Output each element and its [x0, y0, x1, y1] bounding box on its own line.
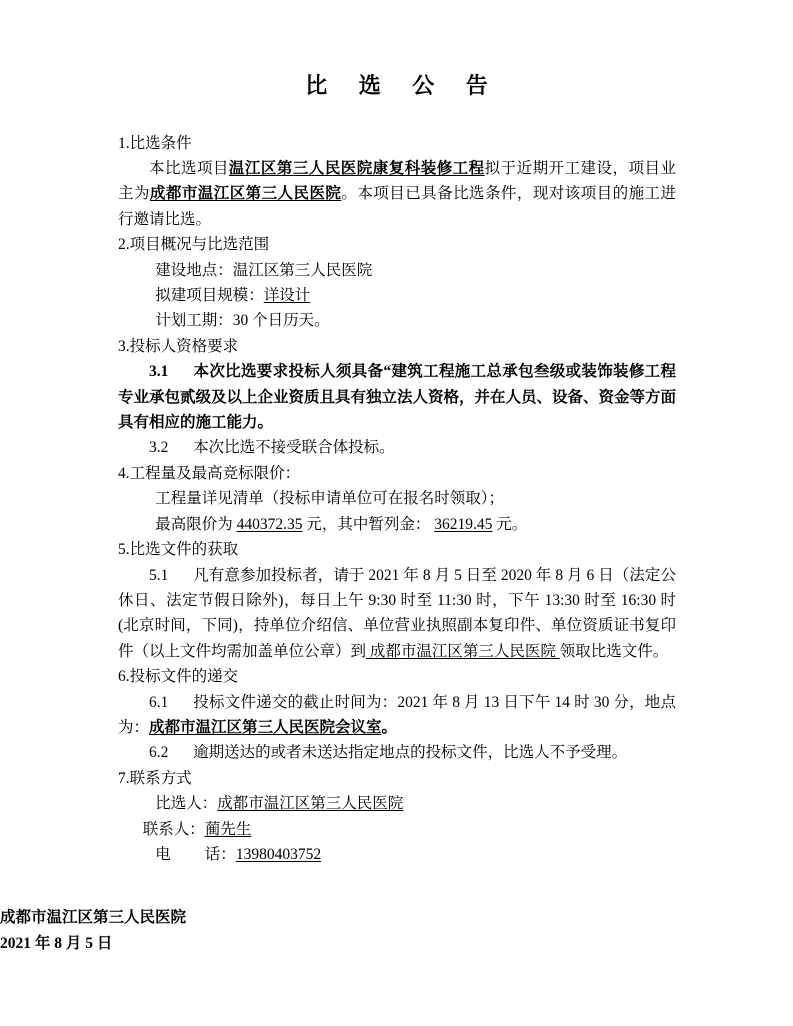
max-price-value: 440372.35 [236, 515, 303, 533]
s1-project-name: 温江区第三人民医院康复科装修工程 [228, 160, 485, 177]
s1-text-b: 拟于近期开工建设，项目业主为 [118, 160, 676, 203]
clause-6-1-text-a: 投标文件递交的截止时间为：2021 年 8 月 13 日下午 14 时 30 分，地点为： [118, 693, 676, 736]
clause-6-1-number: 6.1 [149, 693, 169, 711]
s1-owner-name: 成都市温江区第三人民医院 [149, 185, 342, 203]
s1-text-c: 。本项目已具备比选条件，现对该项目的施工进行邀请比选。 [118, 185, 676, 228]
project-duration-line [118, 308, 676, 333]
s1-text-a: 本比选项目 [149, 160, 229, 177]
contact-person-label: 联系人： [142, 820, 205, 838]
section-heading-4: 4.工程量及最高竞标限价： [118, 464, 301, 482]
phone-number-value: 13980403752 [235, 845, 322, 863]
section-heading-5: 5.比选文件的获取 [118, 541, 239, 559]
signature-organization: 成都市温江区第三人民医院 [0, 909, 187, 927]
signature-date: 2021 年 8 月 5 日 [0, 934, 113, 952]
clause-3-2 [118, 435, 676, 460]
project-duration-value: 30 个日历天。 [232, 312, 330, 330]
clause-5-1 [118, 563, 676, 665]
max-price-label: 最高限价为 [155, 515, 233, 533]
clause-6-2-text: 逾期送达的或者未送达指定地点的投标文件，比选人不予受理。 [193, 744, 628, 762]
phone-label-first: 电 [155, 845, 171, 863]
clause-6-1-text-b: 。 [381, 718, 398, 736]
page-title: 比 选 公 告 [305, 73, 501, 98]
construction-site-line [118, 258, 676, 283]
project-scale-line [118, 283, 676, 308]
clause-5-1-text-b: 领取比选文件。 [559, 642, 669, 660]
clause-3-2-text: 本次比选不接受联合体投标。 [193, 439, 395, 457]
clause-3-1 [118, 359, 676, 435]
document-body [0, 131, 793, 868]
document-pickup-location: 成都市温江区第三人民医院 [366, 642, 560, 660]
construction-site-label: 建设地点： [155, 261, 233, 279]
section-heading-3: 3.投标人资格要求 [118, 337, 239, 355]
provisional-label: 元，其中暂列金： [306, 515, 431, 533]
bid-submission-location: 成都市温江区第三人民医院会议室 [149, 718, 382, 736]
clause-3-1-number: 3.1 [149, 363, 169, 381]
phone-line [118, 842, 676, 867]
clause-5-1-text-a: 凡有意参加投标者，请于 2021 年 8 月 5 日至 2020 年 8 月 6 日（法定公休日、法定节假日除外)，每日上午 9:30 时至 11:30 时，下午 13:30 时至 16:30 时(北京时间，下同)，持单位介绍信、单位营业执照副本复印件、单位资质证书复印件（以上文件均需加盖单位公章）到 [118, 566, 676, 660]
bidder-value: 成都市温江区第三人民医院 [217, 795, 404, 813]
signature-block [0, 905, 793, 956]
section-heading-7: 7.联系方式 [118, 769, 192, 787]
project-scale-value: 详设计 [263, 287, 311, 305]
contact-person-line [118, 817, 676, 842]
clause-6-2 [118, 740, 676, 765]
provisional-sum-value: 36219.45 [434, 515, 493, 533]
clause-3-2-number: 3.2 [149, 439, 169, 457]
project-scale-label: 拟建项目规模： [155, 287, 264, 305]
section-1-paragraph [118, 156, 676, 232]
quantity-list-line: 工程量详见清单（投标申请单位可在报名时领取）； [155, 490, 504, 508]
price-limit-line [118, 512, 676, 537]
bidder-line [118, 791, 676, 816]
clause-6-2-number: 6.2 [149, 744, 169, 762]
clause-6-1 [118, 690, 676, 741]
section-heading-6: 6.投标文件的递交 [118, 668, 239, 686]
clause-3-1-text: 本次比选要求投标人须具备“建筑工程施工总承包叁级或装饰装修工程专业承包贰级及以上企业资质且具有独立法人资格，并在人员、设备、资金等方面具有相应的施工能力。 [118, 363, 677, 432]
construction-site-value: 温江区第三人民医院 [232, 261, 373, 279]
project-duration-label: 计划工期： [155, 312, 233, 330]
contact-person-value: 蔺先生 [204, 820, 252, 838]
price-unit-suffix: 元。 [496, 515, 528, 533]
phone-label-second: 话： [204, 845, 236, 863]
clause-5-1-number: 5.1 [149, 566, 169, 584]
bidder-label: 比选人： [155, 795, 218, 813]
section-heading-2: 2.项目概况与比选范围 [118, 236, 270, 254]
section-heading-1: 1.比选条件 [118, 134, 192, 152]
